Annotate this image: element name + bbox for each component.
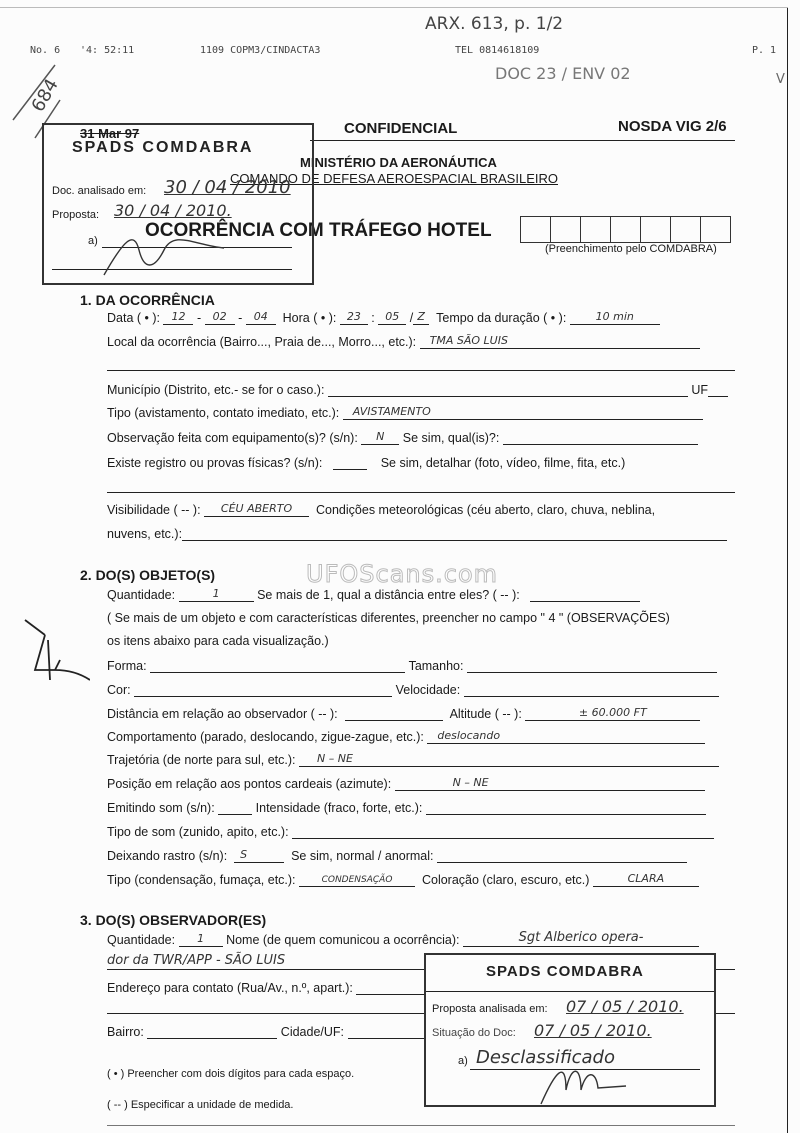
row-sound-type bbox=[107, 824, 714, 839]
city-label: Cidade/UF: bbox=[280, 1025, 345, 1039]
visibility-label: Visibilidade ( -- ): bbox=[107, 503, 201, 517]
row-type bbox=[107, 405, 703, 420]
fax-number: No. 6 bbox=[30, 45, 61, 56]
behavior-field[interactable]: deslocando bbox=[427, 729, 705, 744]
position-field[interactable]: N – NE bbox=[395, 776, 705, 791]
fax-time: '4: 52:11 bbox=[80, 45, 135, 56]
uf-field[interactable] bbox=[708, 382, 728, 397]
color-field[interactable] bbox=[134, 682, 392, 697]
row-observer-quantity bbox=[107, 932, 699, 947]
position-label: Posição em relação aos pontos cardeais (azimute): bbox=[107, 777, 392, 791]
time-label: Hora ( • ): bbox=[282, 311, 337, 325]
code-box[interactable] bbox=[641, 217, 671, 242]
stamp-bottom-title: SPADS COMDABRA bbox=[486, 963, 644, 980]
section1-heading: 1. DA OCORRÊNCIA bbox=[80, 292, 215, 308]
observer-name-label: Nome (de quem comunicou a ocorrência): bbox=[226, 933, 460, 947]
evidence-detail-label: Se sim, detalhar (foto, vídeo, filme, fita, etc.) bbox=[380, 456, 626, 470]
type-field[interactable]: AVISTAMENTO bbox=[343, 405, 703, 420]
behavior-label: Comportamento (parado, deslocando, zigue-zague, etc.): bbox=[107, 730, 424, 744]
code-box[interactable] bbox=[611, 217, 641, 242]
code-box[interactable] bbox=[671, 217, 701, 242]
visibility-field[interactable]: CÉU ABERTO bbox=[204, 502, 309, 517]
date-day-field[interactable]: 12 bbox=[163, 310, 193, 325]
row-shape-size bbox=[107, 658, 717, 673]
row-location bbox=[107, 334, 700, 349]
doc-ref: DOC 23 / ENV 02 bbox=[495, 64, 631, 83]
weather-label: Condições meteorológicas (céu aberto, claro, chuva, neblina, bbox=[316, 503, 656, 517]
row-color-speed bbox=[107, 682, 719, 697]
municipality-field[interactable] bbox=[328, 382, 688, 397]
row-municipality bbox=[107, 382, 728, 397]
object-quantity-field[interactable]: 1 bbox=[179, 587, 254, 602]
object-quantity-label: Quantidade: bbox=[107, 588, 176, 602]
row-weather bbox=[107, 526, 727, 541]
form-code: NOSDA VIG 2/6 bbox=[618, 118, 727, 135]
stamp-bottom-signed-value: Desclassificado bbox=[476, 1047, 615, 1068]
row-position bbox=[107, 776, 705, 791]
equipment-which-field[interactable] bbox=[503, 430, 698, 445]
size-field[interactable] bbox=[467, 658, 717, 673]
evidence-detail-line[interactable] bbox=[107, 492, 735, 493]
section3-heading: 3. DO(S) OBSERVADOR(ES) bbox=[80, 912, 267, 928]
check-mark: V bbox=[776, 72, 785, 87]
margin-number: 684 bbox=[27, 75, 63, 116]
distance-label: Distância em relação ao observador ( -- ): bbox=[107, 707, 338, 721]
margin-four-mark-icon bbox=[20, 615, 90, 685]
section2-heading: 2. DO(S) OBJETO(S) bbox=[80, 567, 216, 583]
weather-label-2: nuvens, etc.): bbox=[107, 527, 183, 541]
shape-label: Forma: bbox=[107, 659, 147, 673]
distance-field[interactable] bbox=[345, 706, 443, 721]
speed-field[interactable] bbox=[464, 682, 719, 697]
altitude-field[interactable]: ± 60.000 FT bbox=[525, 706, 700, 721]
fax-page: P. 1 bbox=[752, 45, 777, 56]
signature-icon bbox=[536, 1060, 636, 1105]
stamp-top-date: 31 Mar 97 bbox=[80, 126, 140, 141]
stamp-bottom-rule bbox=[426, 991, 714, 992]
stamp-top-analyzed-value: 30 / 04 / 2010 bbox=[164, 177, 291, 198]
scan-edge-right bbox=[787, 8, 788, 1133]
row-trail bbox=[107, 848, 687, 863]
stamp-bottom-status-label: Situação do Doc: bbox=[432, 1027, 516, 1039]
code-box[interactable] bbox=[581, 217, 611, 242]
time-zone-field[interactable]: Z bbox=[413, 310, 429, 325]
observer-name-field[interactable]: Sgt Alberico opera- bbox=[463, 932, 699, 947]
sound-type-label: Tipo de som (zunido, apito, etc.): bbox=[107, 825, 289, 839]
distance-between-field[interactable] bbox=[530, 587, 640, 602]
trail-type-label: Tipo (condensação, fumaça, etc.): bbox=[107, 873, 296, 887]
ministry: MINISTÉRIO DA AERONÁUTICA bbox=[300, 155, 497, 170]
size-label: Tamanho: bbox=[408, 659, 464, 673]
date-year-field[interactable]: 04 bbox=[246, 310, 276, 325]
municipality-label: Município (Distrito, etc.- se for o caso.): bbox=[107, 383, 325, 397]
address-label: Endereço para contato (Rua/Av., n.º, apart.): bbox=[107, 981, 353, 995]
row-trail-type bbox=[107, 872, 699, 887]
multi-object-note: ( Se mais de um objeto e com características diferentes, preencher no campo " 4 " (OBSERVAÇÕES) bbox=[107, 611, 670, 625]
code-box[interactable] bbox=[701, 217, 730, 242]
observer-name-field-2[interactable]: dor da TWR/APP - SÃO LUIS bbox=[107, 955, 735, 970]
intensity-label: Intensidade (fraco, forte, etc.): bbox=[255, 801, 423, 815]
date-label: Data ( • ): bbox=[107, 311, 160, 325]
trail-type-field[interactable]: CONDENSAÇÃO bbox=[299, 872, 415, 887]
evidence-label: Existe registro ou provas físicas? (s/n): bbox=[107, 456, 323, 470]
trajectory-field[interactable]: N – NE bbox=[299, 752, 719, 767]
altitude-label: Altitude ( -- ): bbox=[449, 707, 522, 721]
row-trajectory bbox=[107, 752, 719, 767]
stamp-top-proposal-value: 30 / 04 / 2010. bbox=[114, 201, 232, 220]
observer-quantity-field[interactable]: 1 bbox=[179, 932, 223, 947]
evidence-field[interactable] bbox=[333, 455, 367, 470]
stamp-top-proposal-label: Proposta: bbox=[52, 209, 100, 221]
row-distance-altitude bbox=[107, 706, 700, 721]
distance-between-label: Se mais de 1, qual a distância entre eles? ( -- ): bbox=[257, 588, 520, 602]
footer-rule bbox=[107, 1125, 735, 1126]
stamp-bottom-analyzed-label: Proposta analisada em: bbox=[432, 1003, 548, 1015]
stamp-top-signed-label: a) bbox=[88, 235, 98, 247]
comdabra-code-boxes[interactable] bbox=[520, 216, 731, 243]
observer-quantity-label: Quantidade: bbox=[107, 933, 176, 947]
coloration-field[interactable]: CLARA bbox=[593, 872, 699, 887]
speed-label: Velocidade: bbox=[395, 683, 461, 697]
signature-icon bbox=[94, 220, 234, 280]
date-month-field[interactable]: 02 bbox=[205, 310, 235, 325]
row-object-quantity bbox=[107, 587, 640, 602]
fax-code: 1109 COPM3/CINDACTA3 bbox=[200, 45, 321, 56]
intensity-field[interactable] bbox=[426, 800, 706, 815]
row-sound bbox=[107, 800, 706, 815]
time-minute-field[interactable]: 05 bbox=[378, 310, 406, 325]
command-name: COMANDO DE DEFESA AEROESPACIAL BRASILEIRO bbox=[230, 171, 558, 186]
archive-ref: ARX. 613, p. 1/2 bbox=[425, 14, 564, 34]
fill-note: (Preenchimento pelo COMDABRA) bbox=[545, 243, 717, 255]
sound-field[interactable] bbox=[218, 800, 252, 815]
row-equipment bbox=[107, 430, 698, 445]
stamp-bottom-status-value: 07 / 05 / 2010. bbox=[534, 1021, 652, 1040]
stamp-bottom-signed-label: a) bbox=[458, 1055, 468, 1067]
row-behavior bbox=[107, 729, 705, 744]
code-box[interactable] bbox=[551, 217, 581, 242]
scan-edge-top bbox=[0, 7, 788, 8]
multi-object-note-2: os itens abaixo para cada visualização.) bbox=[107, 634, 329, 648]
equipment-which-label: Se sim, qual(is)?: bbox=[402, 431, 500, 445]
fax-tel: TEL 0814618109 bbox=[455, 45, 540, 56]
stamp-top-title: SPADS COMDABRA bbox=[72, 139, 254, 156]
neighborhood-field[interactable] bbox=[147, 1024, 277, 1039]
stamp-bottom-analyzed-value: 07 / 05 / 2010. bbox=[566, 997, 684, 1016]
equipment-field[interactable]: N bbox=[361, 430, 399, 445]
row-date-time: Data ( • ): 12 - 02 - 04 Hora ( • ): 23 : 05 / Z Tempo da duração ( • ): 10 min bbox=[107, 310, 660, 325]
stamp-top bbox=[42, 123, 314, 285]
coloration-label: Coloração (claro, escuro, etc.) bbox=[421, 873, 590, 887]
code-box[interactable] bbox=[521, 217, 551, 242]
color-label: Cor: bbox=[107, 683, 131, 697]
time-hour-field[interactable]: 23 bbox=[340, 310, 368, 325]
trajectory-label: Trajetória (de norte para sul, etc.): bbox=[107, 753, 296, 767]
stamp-top-analyzed-label: Doc. analisado em: bbox=[52, 185, 147, 197]
trail-normal-label: Se sim, normal / anormal: bbox=[291, 849, 434, 863]
shape-field[interactable] bbox=[150, 658, 405, 673]
trail-normal-field[interactable] bbox=[437, 848, 687, 863]
form-title: OCORRÊNCIA COM TRÁFEGO HOTEL bbox=[145, 220, 492, 241]
row-evidence bbox=[107, 455, 625, 470]
footnote-digits: ( • ) Preencher com dois dígitos para cada espaço. bbox=[107, 1068, 355, 1080]
header-rule bbox=[310, 140, 735, 141]
location-continuation-line[interactable] bbox=[107, 370, 735, 371]
type-label: Tipo (avistamento, contato imediato, etc.): bbox=[107, 406, 340, 420]
equipment-label: Observação feita com equipamento(s)? (s/n): bbox=[107, 431, 358, 445]
footnote-units: ( -- ) Especificar a unidade de medida. bbox=[107, 1099, 294, 1111]
stamp-bottom bbox=[424, 953, 716, 1107]
duration-label: Tempo da duração ( • ): bbox=[436, 311, 567, 325]
location-label: Local da ocorrência (Bairro..., Praia de..., Morro..., etc.): bbox=[107, 335, 417, 349]
uf-label: UF bbox=[691, 383, 709, 397]
row-visibility bbox=[107, 502, 655, 517]
location-field[interactable]: TMA SÃO LUIS bbox=[420, 334, 700, 349]
trail-label: Deixando rastro (s/n): bbox=[107, 849, 228, 863]
sound-type-field[interactable] bbox=[292, 824, 714, 839]
classification: CONFIDENCIAL bbox=[344, 120, 458, 137]
duration-field[interactable]: 10 min bbox=[570, 310, 660, 325]
sound-label: Emitindo som (s/n): bbox=[107, 801, 215, 815]
weather-field[interactable] bbox=[182, 526, 727, 541]
watermark: UFOScans.com bbox=[306, 560, 498, 588]
trail-field[interactable]: S bbox=[234, 848, 284, 863]
neighborhood-label: Bairro: bbox=[107, 1025, 144, 1039]
